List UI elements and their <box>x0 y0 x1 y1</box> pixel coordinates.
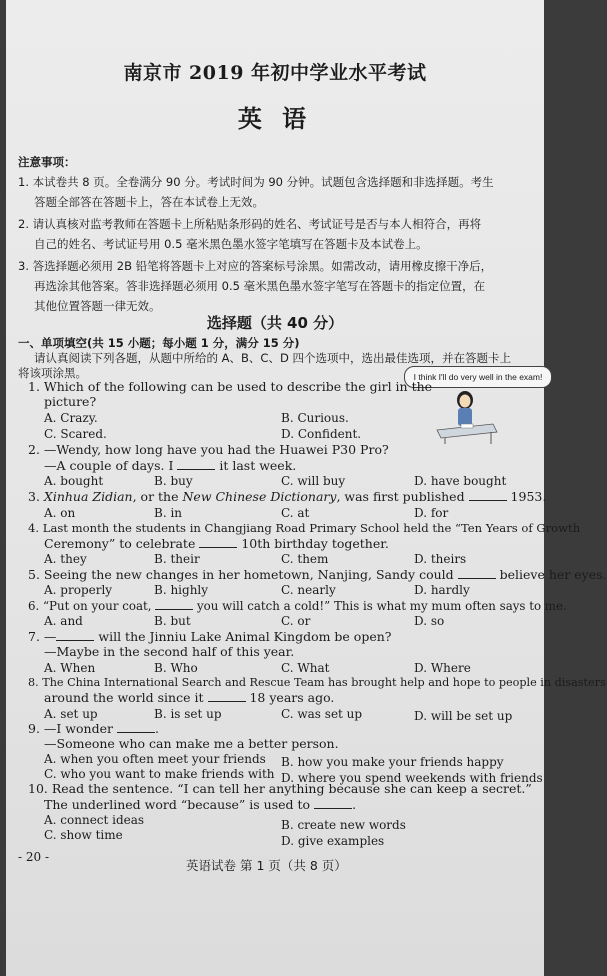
q2-stem: 2. —Wendy, how long have you had the Huawei P30 Pro? <box>28 442 389 457</box>
notice-line: 1. 本试卷共 8 页。全卷满分 90 分。考试时间为 90 分钟。试题包含选择题和非选择题。考生 <box>18 175 494 189</box>
q4-stem: Ceremony” to celebrate 10th birthday together. <box>44 536 389 551</box>
girl-picture-icon <box>431 386 501 444</box>
q5-stem: 5. Seeing the new changes in her hometown, Nanjing, Sandy could believe her eyes. <box>28 567 607 582</box>
q1-option-d: D. Confident. <box>281 427 362 441</box>
q9-option-b: B. how you make your friends happy <box>281 755 504 769</box>
q7-option-a: A. When <box>44 661 96 675</box>
q1-option-c: C. Scared. <box>44 427 107 441</box>
q5-option-b: B. highly <box>154 583 209 597</box>
q7-option-c: C. What <box>281 661 330 675</box>
section-title: 选择题（共 40 分） <box>206 314 344 332</box>
answer-blank <box>458 568 496 579</box>
answer-blank <box>208 691 246 702</box>
q1-option-a: A. Crazy. <box>44 411 98 425</box>
q6-option-a: A. and <box>44 614 83 628</box>
part1-instruction: 请认真阅读下列各题，从题中所给的 A、B、C、D 四个选项中，选出最佳选项，并在答题卡上 <box>34 351 511 365</box>
subject-title: 英 语 <box>237 104 313 133</box>
q3-option-b: B. in <box>154 506 183 520</box>
q3-option-d: D. for <box>414 506 449 520</box>
exam-title: 南京市 2019 年初中学业水平考试 <box>123 62 427 84</box>
q7-option-b: B. Who <box>154 661 198 675</box>
q10-option-a: A. connect ideas <box>44 813 145 827</box>
q5-option-d: D. hardly <box>414 583 470 597</box>
exam-page <box>6 0 607 976</box>
part1-heading: 一、单项填空(共 15 小题；每小题 1 分，满分 15 分) <box>18 336 300 350</box>
answer-blank <box>117 722 155 733</box>
q6-option-d: D. so <box>414 614 445 628</box>
q5-option-a: A. properly <box>44 583 113 597</box>
q4-option-b: B. their <box>154 552 200 566</box>
answer-blank <box>199 537 237 548</box>
q9-option-d: D. where you spend weekends with friends <box>281 771 543 785</box>
q9-stem: —Someone who can make me a better person. <box>44 736 339 751</box>
q8-option-b: B. is set up <box>154 707 222 721</box>
speech-bubble: I think I'll do very well in the exam! <box>404 366 552 388</box>
q4-option-c: C. them <box>281 552 329 566</box>
q1-stem: picture? <box>44 394 97 409</box>
q6-option-b: B. but <box>154 614 191 628</box>
q10-stem: 10. Read the sentence. “I can tell her anything because she can keep a secret.” <box>28 781 532 796</box>
q10-option-b: B. create new words <box>281 818 406 832</box>
q9-option-a: A. when you often meet your friends <box>44 752 266 766</box>
q1-stem: 1. Which of the following can be used to describe the girl in the <box>28 379 433 394</box>
q3-option-a: A. on <box>44 506 76 520</box>
q2-option-a: A. bought <box>44 474 104 488</box>
q8-option-a: A. set up <box>44 707 98 721</box>
notice-heading: 注意事项： <box>18 155 76 169</box>
q7-stem: 7. — will the Jinniu Lake Animal Kingdom be open? <box>28 629 392 644</box>
q6-option-c: C. or <box>281 614 311 628</box>
answer-blank <box>469 490 507 501</box>
q3-option-c: C. at <box>281 506 310 520</box>
answer-blank <box>155 599 193 610</box>
q8-option-d: D. will be set up <box>414 709 513 723</box>
q3-stem: 3. Xinhua Zidian, or the New Chinese Dictionary, was first published 1953. <box>28 489 547 504</box>
notice-line: 3. 答选择题必须用 2B 铅笔将答题卡上对应的答案标号涂黑。如需改动，请用橡皮擦干净后， <box>18 259 493 273</box>
q2-option-d: D. have bought <box>414 474 507 488</box>
q9-option-c: C. who you want to make friends with <box>44 767 275 781</box>
q8-stem: 8. The China International Search and Rescue Team has brought help and hope to people in disasters <box>28 676 606 689</box>
q9-stem: 9. —I wonder . <box>28 721 159 736</box>
answer-blank <box>314 798 352 809</box>
page-info: 英语试卷 第 1 页（共 8 页） <box>186 858 347 873</box>
q8-stem: around the world since it 18 years ago. <box>44 690 335 705</box>
answer-blank <box>56 630 94 641</box>
q7-stem: —Maybe in the second half of this year. <box>44 644 295 659</box>
notice-line: 2. 请认真核对监考教师在答题卡上所粘贴条形码的姓名、考试证号是否与本人相符合，再将 <box>18 217 482 231</box>
q2-stem: —A couple of days. I it last week. <box>44 458 297 473</box>
q2-option-c: C. will buy <box>281 474 346 488</box>
q4-stem: 4. Last month the students in Changjiang Road Primary School held the “Ten Years of Growth <box>28 521 581 535</box>
q10-stem: The underlined word “because” is used to . <box>44 797 357 812</box>
page-number-left: - 20 - <box>18 850 50 864</box>
answer-blank <box>177 459 215 470</box>
q4-option-d: D. theirs <box>414 552 467 566</box>
q2-option-b: B. buy <box>154 474 193 488</box>
q8-option-c: C. was set up <box>281 707 363 721</box>
q10-option-c: C. show time <box>44 828 123 842</box>
q10-option-d: D. give examples <box>281 834 385 848</box>
q5-option-c: C. nearly <box>281 583 336 597</box>
notice-line: 再选涂其他答案。答非选择题必须用 0.5 毫米黑色墨水签字笔写在答题卡的指定位置，在 <box>34 279 486 293</box>
q7-option-d: D. Where <box>414 661 471 675</box>
notice-line: 答题全部答在答题卡上，答在本试卷上无效。 <box>34 195 264 209</box>
q1-option-b: B. Curious. <box>281 411 349 425</box>
q6-stem: 6. “Put on your coat, you will catch a cold!” This is what my mum often says to me. <box>28 599 567 613</box>
notice-line: 其他位置答题一律无效。 <box>34 299 161 313</box>
q4-option-a: A. they <box>44 552 87 566</box>
notice-line: 自己的姓名、考试证号用 0.5 毫米黑色墨水签字笔填写在答题卡及本试卷上。 <box>34 237 428 251</box>
part1-instruction: 将该项涂黑。 <box>18 366 87 380</box>
